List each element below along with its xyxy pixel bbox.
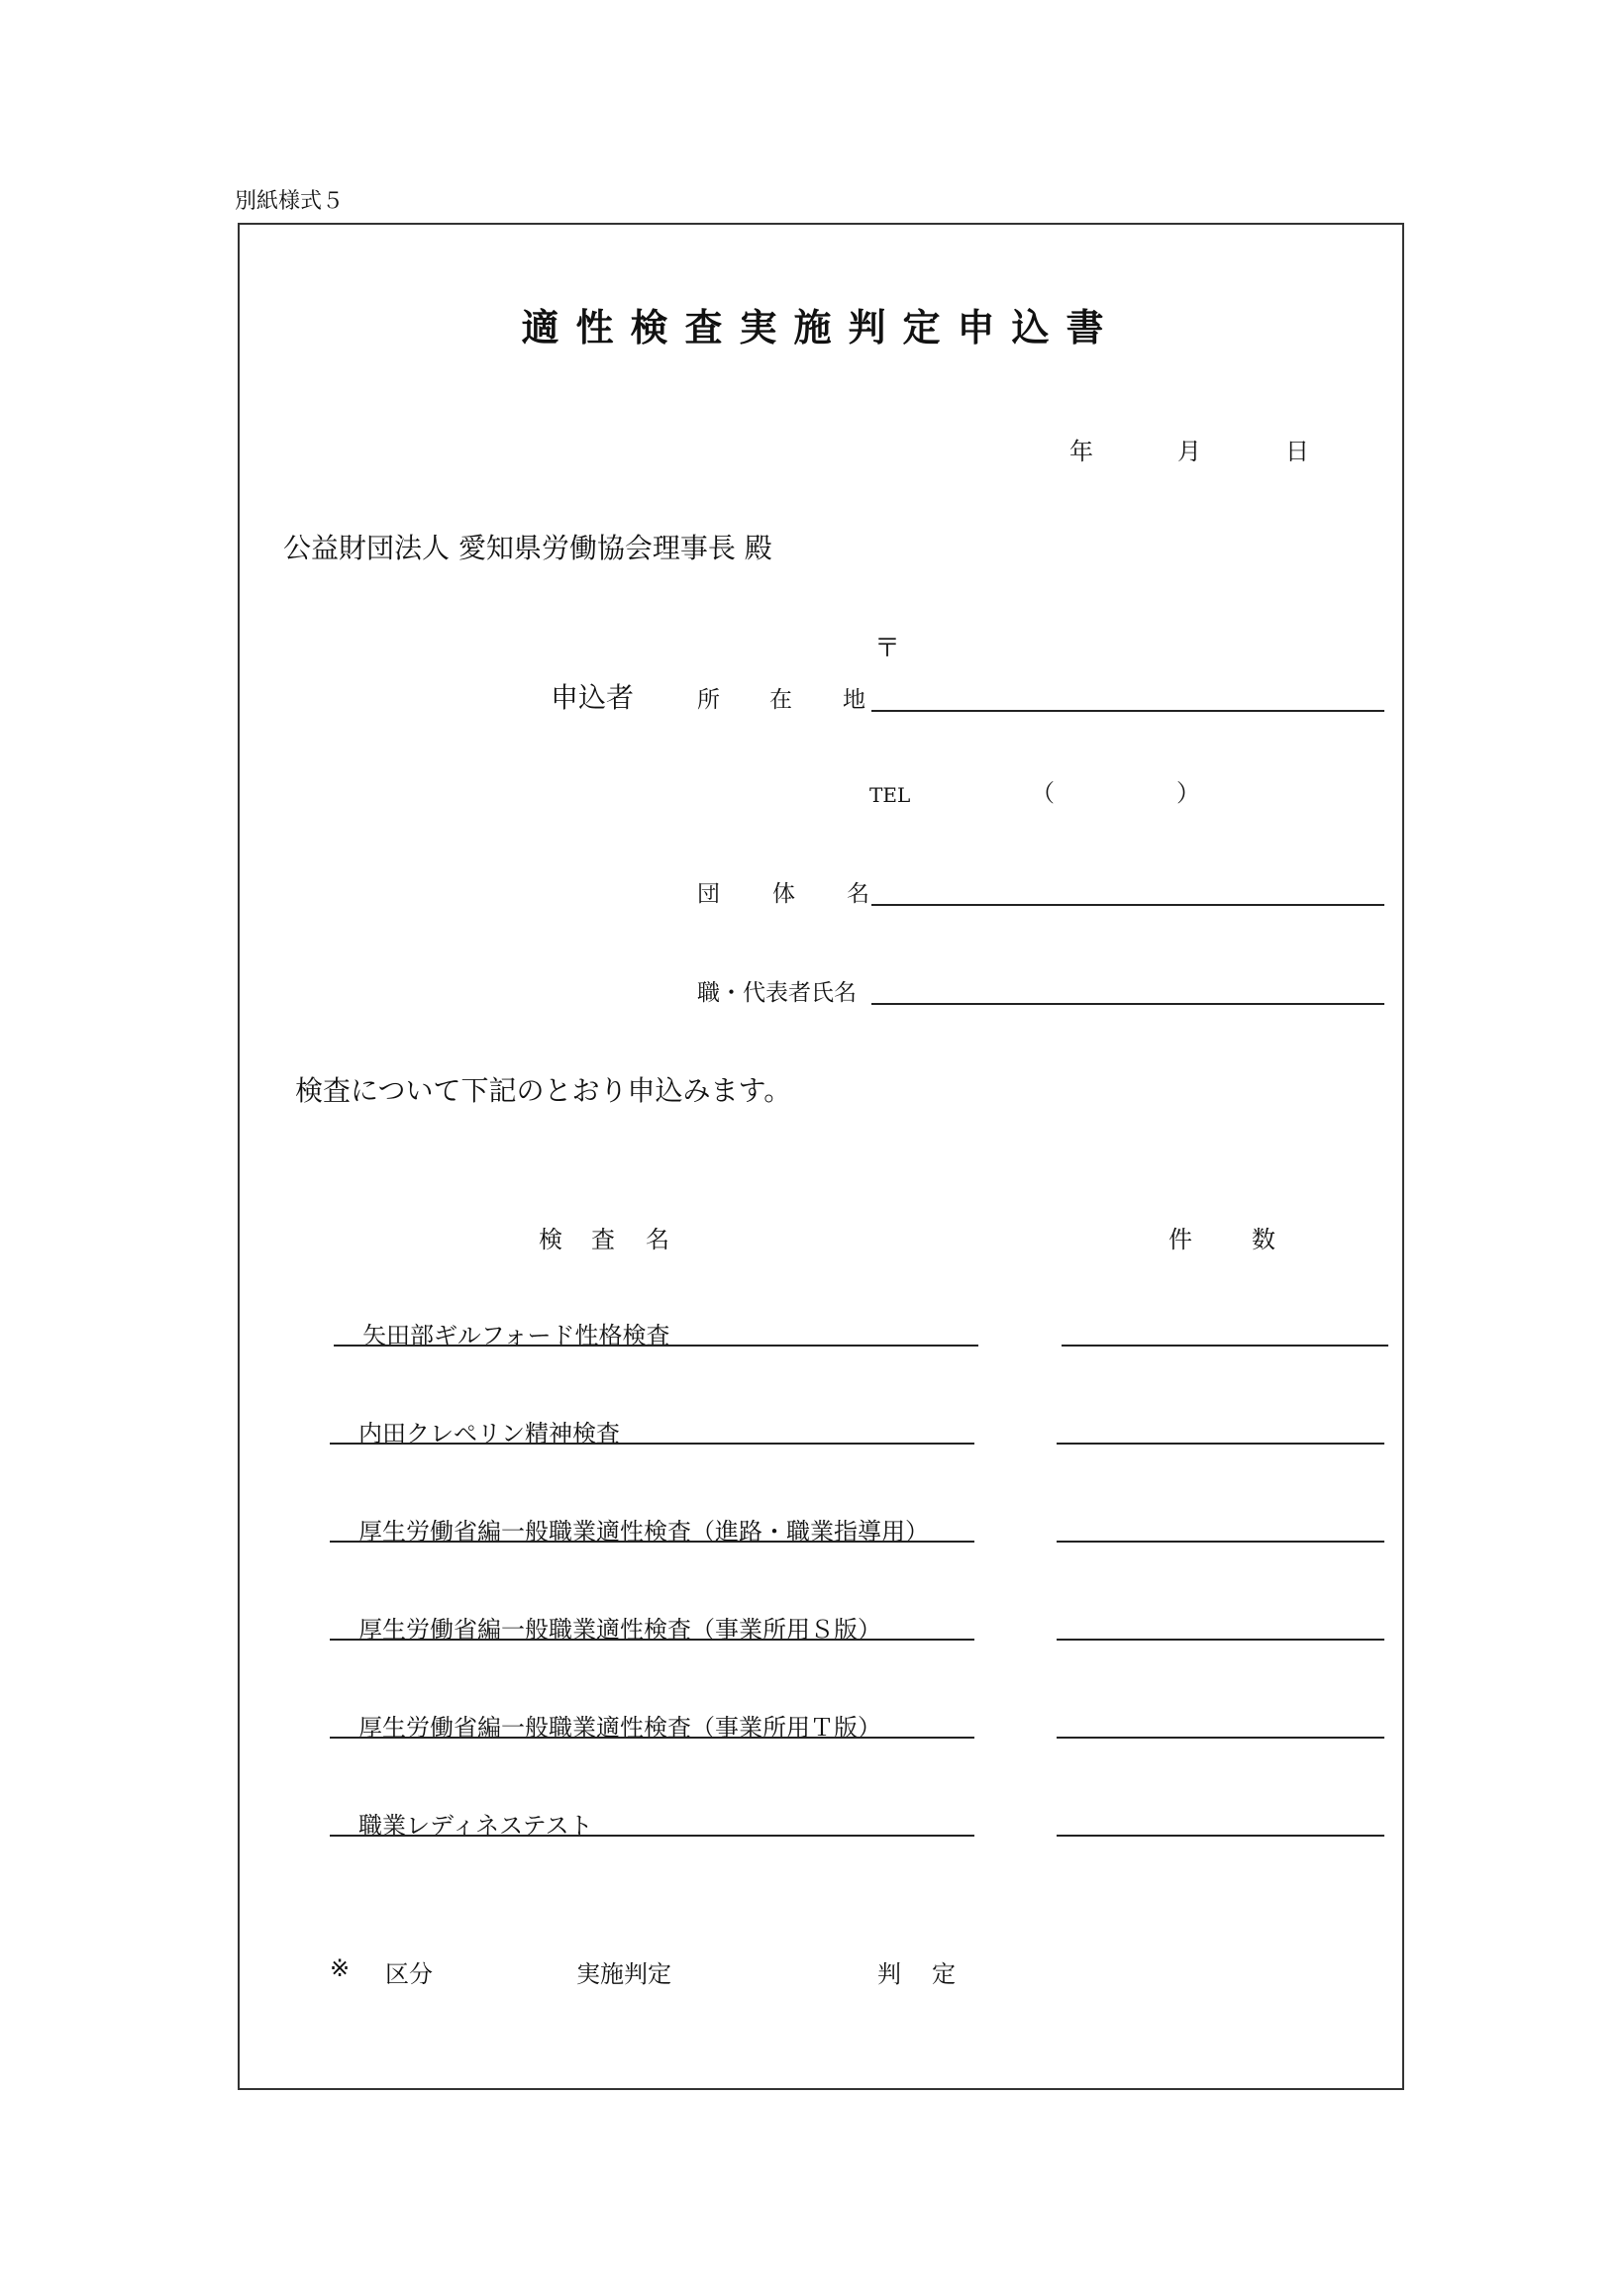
address-label-char: 所 (697, 687, 720, 713)
exam-name: 矢田部ギルフォード性格検査 (362, 1322, 670, 1349)
judgment-label-char: 定 (932, 1960, 956, 1988)
date-year-label: 年 (1069, 438, 1093, 465)
address-input-line[interactable] (871, 710, 1384, 712)
exam-name-line (330, 1639, 974, 1641)
application-statement: 検査について下記のとおり申込みます。 (295, 1074, 792, 1107)
postal-mark: 〒 (874, 634, 901, 663)
org-label-char: 体 (772, 881, 795, 907)
org-label-char: 団 (697, 881, 720, 907)
exam-name: 厚生労働省編一般職業適性検査（事業所用Ｓ版） (358, 1616, 881, 1644)
exam-count-input-line[interactable] (1057, 1541, 1384, 1543)
address-label-char: 在 (769, 687, 792, 713)
tel-label: TEL (869, 783, 911, 807)
tel-paren-close: ） (1176, 779, 1200, 807)
date-day-label: 日 (1285, 438, 1309, 465)
count-header-char: 数 (1252, 1226, 1275, 1253)
date-month-label: 月 (1177, 438, 1201, 465)
representative-label: 職・代表者氏名 (697, 980, 857, 1006)
exam-name-line (330, 1443, 974, 1445)
note-mark: ※ (330, 1954, 351, 1982)
exam-name-line (330, 1541, 974, 1543)
exam-name: 職業レディネステスト (358, 1812, 593, 1840)
addressee: 公益財団法人 愛知県労働協会理事長 殿 (283, 532, 772, 564)
exam-name: 内田クレペリン精神検査 (358, 1420, 620, 1447)
exam-name-line (330, 1737, 974, 1739)
judgment-label-char: 判 (877, 1960, 901, 1988)
exam-count-input-line[interactable] (1062, 1345, 1388, 1347)
address-label-char: 地 (843, 687, 865, 713)
exam-count-input-line[interactable] (1057, 1639, 1384, 1641)
org-label-char: 名 (847, 881, 869, 907)
count-header-char: 件 (1168, 1226, 1192, 1253)
page-title: 適性検査実施判定申込書 (521, 306, 1121, 349)
category-label: 区分 (385, 1960, 433, 1988)
tel-paren-open: （ (1031, 779, 1055, 807)
exam-name: 厚生労働省編一般職業適性検査（事業所用Ｔ版） (358, 1714, 881, 1742)
exam-count-input-line[interactable] (1057, 1737, 1384, 1739)
exam-name-header-char: 査 (591, 1226, 615, 1253)
form-id: 別紙様式５ (235, 189, 345, 214)
exam-name-header-char: 名 (646, 1226, 669, 1253)
exam-count-input-line[interactable] (1057, 1443, 1384, 1445)
representative-input-line[interactable] (871, 1003, 1384, 1005)
exam-name-line (330, 1835, 974, 1837)
exam-name: 厚生労働省編一般職業適性検査（進路・職業指導用） (358, 1518, 929, 1546)
exam-name-line (334, 1345, 978, 1347)
exam-count-input-line[interactable] (1057, 1835, 1384, 1837)
applicant-label: 申込者 (551, 681, 635, 714)
implementation-judgment-label: 実施判定 (576, 1960, 671, 1988)
exam-name-header-char: 検 (539, 1226, 562, 1253)
org-name-input-line[interactable] (871, 904, 1384, 906)
